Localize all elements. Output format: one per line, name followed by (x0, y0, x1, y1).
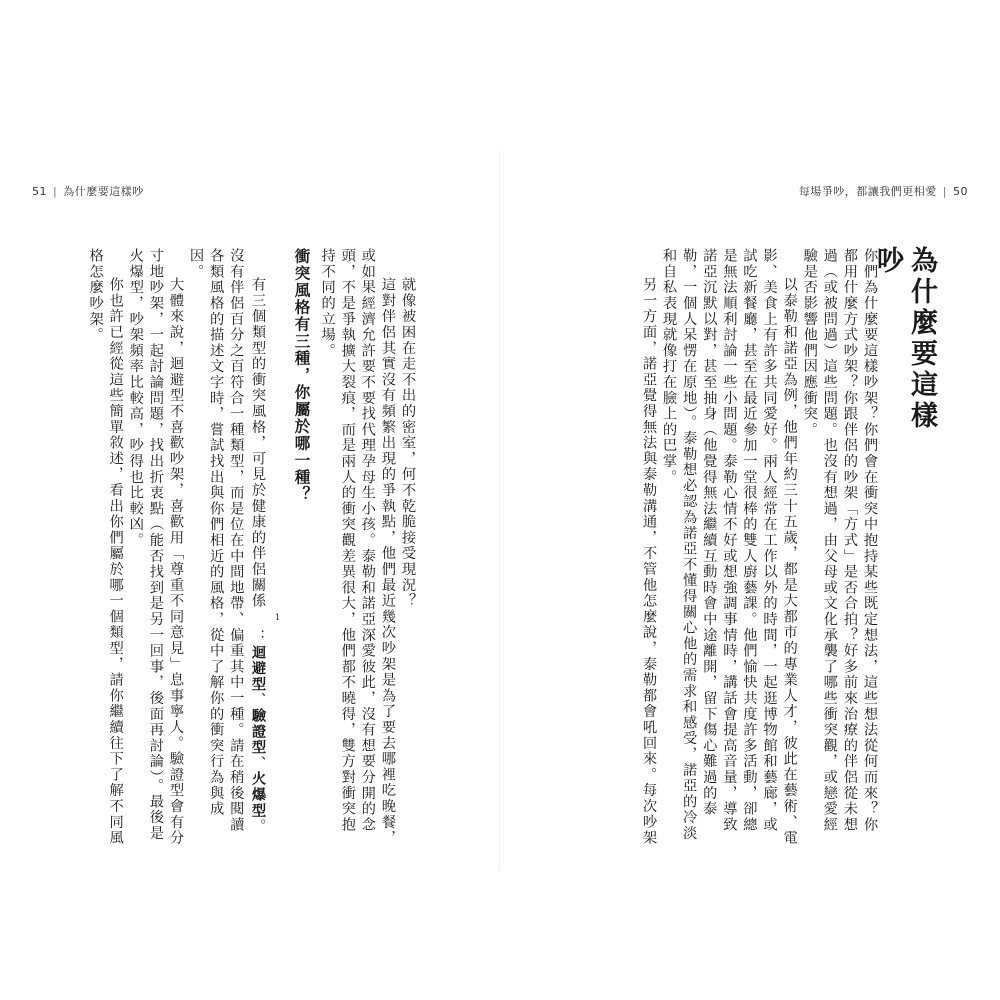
paragraph: 以泰勒和諾亞為例，他們年約三十五歲，都是大都市的專業人才，彼此在藝術、電影、美食上有許多共同愛好。兩人經常在工作以外的時間，一起逛博物館和藝廊，或試吃新餐廳，甚至在最近參加一堂很棒的雙人廚藝課。他們愉快共度許多活動，卻總是無法順利討論一些小問題。泰勒心情不好或想強調事情時，講話會提高音量，導致諾亞沉默以對，甚至抽身（他覺得無法繼續互動時會中途離開，留下傷心難過的泰勒，一個人呆愣在原地）。泰勒想必認為諾亞不懂得關心他的需求和感受，諾亞的冷淡和自私表現就像打在臉上的巴掌。 (661, 248, 798, 846)
header-separator: | (942, 185, 947, 198)
left-page-number: 51 (32, 185, 47, 198)
text-span: 、 (250, 691, 267, 708)
paragraph-with-types (186, 248, 281, 848)
paragraph: 就像被困在走不出的密室，何不乾脆接受現況？ (400, 276, 416, 609)
chapter-title: 為什麼要這樣吵 (872, 246, 937, 432)
paragraph: 另一方面，諾亞覺得無法與泰勒溝通，不管他怎麼說，泰勒都會吼回來。每次吵架 (640, 276, 657, 846)
paragraph: 這對伴侶其實沒有頻繁出現的爭執點，他們最近幾次吵架是為了要去哪裡吃晚餐，或如果經濟允許要不要找代理孕母生小孩。泰勒和諾亞深愛彼此，沒有想要分開的念頭，不是爭執擴大裂痕，而是兩人的衝突觀差異很大，他們都不曉得，雙方對衝突抱持不同的立場。 (319, 248, 396, 846)
paragraph: 大體來說，迴避型不喜歡吵架，喜歡用「尊重不同意見」息事寧人。驗證型會有分寸地吵架，一起討論問題，找出折衷點（能否找到是另一回事，後面再討論）。最後是火爆型，吵架頻率比較高，吵得也比較凶。 (127, 248, 184, 846)
paragraph: 你也許已經從這些簡單敘述，看出你們屬於哪一個類型，請你繼續往下了解不同風格怎麼吵架。 (87, 248, 124, 846)
right-page-body (588, 248, 880, 848)
left-running-title: 為什麼要這樣吵 (63, 185, 144, 198)
right-running-title: 每場爭吵，都讓我們更相愛 (798, 185, 937, 198)
text-span: 有三個類型的衝突風格，可見於健康的伴侶關係 (250, 276, 267, 609)
right-page (500, 0, 1000, 1000)
left-page-body (58, 248, 418, 848)
paragraph: 你們為什麼要這樣吵架？你們會在衝突中抱持某些既定想法，這些想法從何而來？你都用什麼方式吵架？你跟伴侶的吵架「方式」是否合拍？好多前來治療的伴侶從未想過（或被問過）這些問題。也沒有想過，由父母或文化承襲了哪些衝突觀，或戀愛經驗是否影響他們因應衝突。 (801, 248, 878, 833)
footnote-marker: 1 (274, 613, 282, 623)
type-volatile: 火爆型 (250, 770, 267, 819)
left-page-header (32, 183, 144, 199)
type-avoidant: 迴避型 (250, 644, 267, 692)
text-span: 。沒有伴侶百分之百符合一種類型，而是位在中間地帶、偏重其中一種。請在稍後閱讀各類風格的描述文字時，嘗試找出與你們相近的風格，從中了解你的衝突行為與成因。 (188, 248, 267, 834)
header-separator: | (53, 185, 58, 198)
type-validating: 驗證型 (250, 707, 267, 755)
right-page-number: 50 (953, 185, 968, 198)
section-heading: 衝突風格有三種，你屬於哪一種？ (292, 248, 311, 503)
text-span: 、 (250, 754, 267, 771)
right-page-header (799, 183, 968, 199)
text-span: ： (250, 628, 267, 645)
